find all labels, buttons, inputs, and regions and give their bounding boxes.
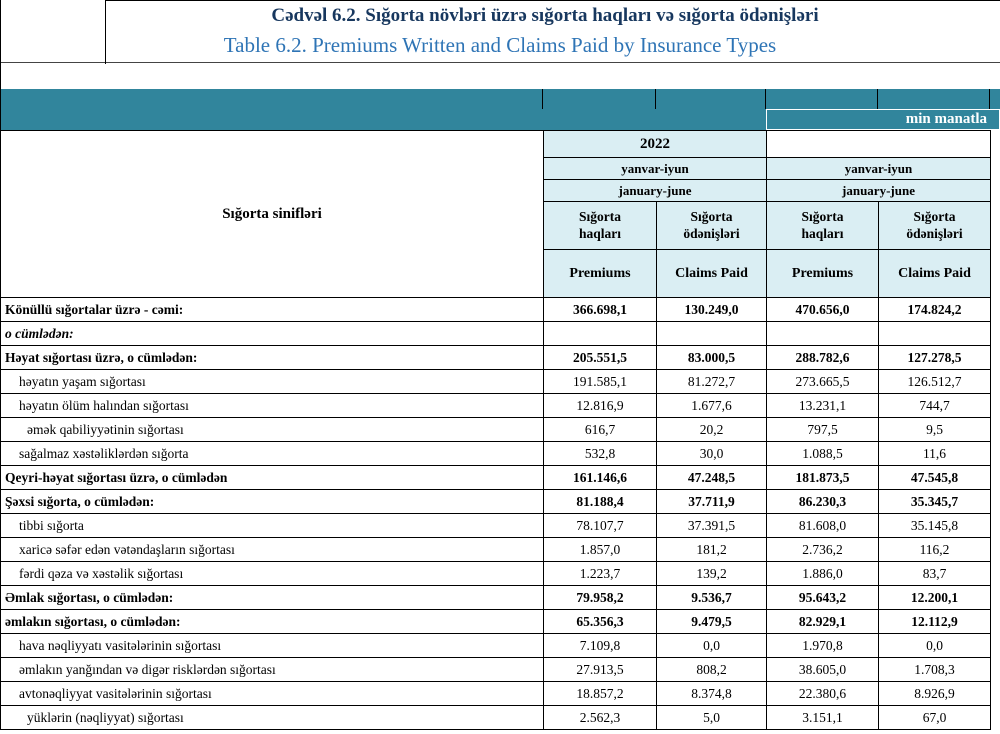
row-value: 12.112,9 (879, 610, 991, 634)
year-right-header (767, 131, 991, 158)
row-value: 7.109,8 (544, 634, 657, 658)
table-title-az: Cədvəl 6.2. Sığorta növləri üzrə sığorta haqları və sığorta ödənişləri (271, 5, 819, 26)
teal-cell (878, 89, 990, 109)
row-label: əmlakın sığortası, o cümlədən: (1, 610, 544, 634)
row-value: 130.249,0 (657, 298, 767, 322)
row-value: 808,2 (657, 658, 767, 682)
row-label: sağalmaz xəstəliklərdən sığorta (1, 442, 544, 466)
table-row (1, 514, 991, 538)
row-value: 181,2 (657, 538, 767, 562)
row-label: fərdi qəza və xəstəlik sığortası (1, 562, 544, 586)
row-label: hava nəqliyyatı vasitələrinin sığortası (1, 634, 544, 658)
row-value: 191.585,1 (544, 370, 657, 394)
table-row (1, 346, 991, 370)
row-value (767, 322, 879, 346)
row-value: 12.816,9 (544, 394, 657, 418)
table-row (1, 658, 991, 682)
row-value: 1.857,0 (544, 538, 657, 562)
period-az-right: yanvar-iyun (767, 158, 991, 180)
insurance-table (0, 130, 991, 730)
table-row (1, 634, 991, 658)
premiums-az-left: Sığorta haqları (544, 202, 657, 250)
row-value: 1.223,7 (544, 562, 657, 586)
row-value: 0,0 (879, 634, 991, 658)
row-value: 37.391,5 (657, 514, 767, 538)
row-value: 11,6 (879, 442, 991, 466)
row-label: əmlakın yanğından və digər risklərdən sığortası (1, 658, 544, 682)
row-label: xaricə səfər edən vətəndaşların sığortası (1, 538, 544, 562)
row-value: 37.711,9 (657, 490, 767, 514)
table-row (1, 490, 991, 514)
period-az-left: yanvar-iyun (544, 158, 767, 180)
period-en-right: january-june (767, 180, 991, 202)
table-header (1, 131, 991, 298)
row-value: 139,2 (657, 562, 767, 586)
row-value (657, 322, 767, 346)
row-value: 127.278,5 (879, 346, 991, 370)
row-value: 35.145,8 (879, 514, 991, 538)
row-value: 38.605,0 (767, 658, 879, 682)
unit-label: min manatla (766, 109, 1000, 130)
claims-en-left: Claims Paid (657, 250, 767, 298)
row-value: 83.000,5 (657, 346, 767, 370)
table-row (1, 394, 991, 418)
row-value: 3.151,1 (767, 706, 879, 730)
premiums-en-left: Premiums (544, 250, 657, 298)
row-value: 81.608,0 (767, 514, 879, 538)
table-body (1, 298, 991, 730)
table-row (1, 466, 991, 490)
table-row (1, 298, 991, 322)
row-value: 126.512,7 (879, 370, 991, 394)
row-value: 1.677,6 (657, 394, 767, 418)
row-label: əmək qabiliyyətinin sığortası (1, 418, 544, 442)
teal-band (0, 89, 1000, 130)
row-value: 797,5 (767, 418, 879, 442)
table-row (1, 562, 991, 586)
row-value: 9.479,5 (657, 610, 767, 634)
row-value: 273.665,5 (767, 370, 879, 394)
row-value: 47.248,5 (657, 466, 767, 490)
row-value: 181.873,5 (767, 466, 879, 490)
table-row (1, 442, 991, 466)
row-value: 174.824,2 (879, 298, 991, 322)
row-value: 8.926,9 (879, 682, 991, 706)
row-value: 12.200,1 (879, 586, 991, 610)
left-border-line (0, 0, 1, 131)
teal-cell (766, 89, 878, 109)
row-value: 13.231,1 (767, 394, 879, 418)
row-label: avtonəqliyyat vasitələrinin sığortası (1, 682, 544, 706)
table-row (1, 610, 991, 634)
teal-cell (990, 89, 1000, 109)
row-value: 5,0 (657, 706, 767, 730)
row-value: 30,0 (657, 442, 767, 466)
row-value: 366.698,1 (544, 298, 657, 322)
classes-header: Sığorta sinifləri (1, 131, 544, 298)
teal-grid-row (0, 89, 1000, 109)
row-label: Həyat sığortası üzrə, o cümlədən: (1, 346, 544, 370)
row-value: 81.188,4 (544, 490, 657, 514)
row-label: tibbi sığorta (1, 514, 544, 538)
table-row (1, 538, 991, 562)
period-en-left: january-june (544, 180, 767, 202)
row-value: 78.107,7 (544, 514, 657, 538)
year-row (1, 131, 991, 158)
row-value: 2.736,2 (767, 538, 879, 562)
row-value: 8.374,8 (657, 682, 767, 706)
row-value: 20,2 (657, 418, 767, 442)
row-value: 161.146,6 (544, 466, 657, 490)
row-value: 79.958,2 (544, 586, 657, 610)
row-value: 1.886,0 (767, 562, 879, 586)
row-value: 470.656,0 (767, 298, 879, 322)
row-value: 18.857,2 (544, 682, 657, 706)
row-value (544, 322, 657, 346)
unit-row (0, 109, 1000, 130)
table-row (1, 586, 991, 610)
row-value: 1.088,5 (767, 442, 879, 466)
table-row (1, 682, 991, 706)
row-value: 288.782,6 (767, 346, 879, 370)
row-label: Könüllü sığortalar üzrə - cəmi: (1, 298, 544, 322)
row-label: o cümlədən: (1, 322, 544, 346)
row-value: 0,0 (657, 634, 767, 658)
premiums-az-right: Sığorta haqları (767, 202, 879, 250)
row-value: 532,8 (544, 442, 657, 466)
claims-az-right: Sığorta ödənişləri (879, 202, 991, 250)
row-value: 616,7 (544, 418, 657, 442)
row-label: Şəxsi sığorta, o cümlədən: (1, 490, 544, 514)
row-value: 35.345,7 (879, 490, 991, 514)
row-value: 2.562,3 (544, 706, 657, 730)
row-value: 65.356,3 (544, 610, 657, 634)
row-label: yüklərin (nəqliyyat) sığortası (1, 706, 544, 730)
row-value: 67,0 (879, 706, 991, 730)
claims-en-right: Claims Paid (879, 250, 991, 298)
row-value: 95.643,2 (767, 586, 879, 610)
row-value: 86.230,3 (767, 490, 879, 514)
row-value: 116,2 (879, 538, 991, 562)
row-value: 81.272,7 (657, 370, 767, 394)
row-label: Əmlak sığortası, o cümlədən: (1, 586, 544, 610)
teal-cell (543, 89, 656, 109)
premiums-en-right: Premiums (767, 250, 879, 298)
teal-cell (656, 89, 766, 109)
row-label: həyatın ölüm halından sığortası (1, 394, 544, 418)
row-value: 27.913,5 (544, 658, 657, 682)
table-row (1, 370, 991, 394)
teal-cell (0, 89, 543, 109)
table-row (1, 418, 991, 442)
top-border-line (105, 0, 1000, 1)
row-value: 744,7 (879, 394, 991, 418)
row-value: 9,5 (879, 418, 991, 442)
row-value: 205.551,5 (544, 346, 657, 370)
spacer (0, 63, 1000, 89)
year-2022-header: 2022 (544, 131, 767, 158)
row-value: 47.545,8 (879, 466, 991, 490)
table-row (1, 706, 991, 730)
table-row (1, 322, 991, 346)
row-value: 9.536,7 (657, 586, 767, 610)
row-value: 1.708,3 (879, 658, 991, 682)
column-divider-line (105, 0, 106, 64)
row-label: həyatın yaşam sığortası (1, 370, 544, 394)
row-value: 83,7 (879, 562, 991, 586)
row-value: 22.380,6 (767, 682, 879, 706)
row-label: Qeyri-həyat sığortası üzrə, o cümlədən (1, 466, 544, 490)
row-value (879, 322, 991, 346)
table-title-en: Table 6.2. Premiums Written and Claims Paid by Insurance Types (0, 30, 1000, 63)
row-value: 1.970,8 (767, 634, 879, 658)
row-value: 82.929,1 (767, 610, 879, 634)
claims-az-left: Sığorta ödənişləri (657, 202, 767, 250)
